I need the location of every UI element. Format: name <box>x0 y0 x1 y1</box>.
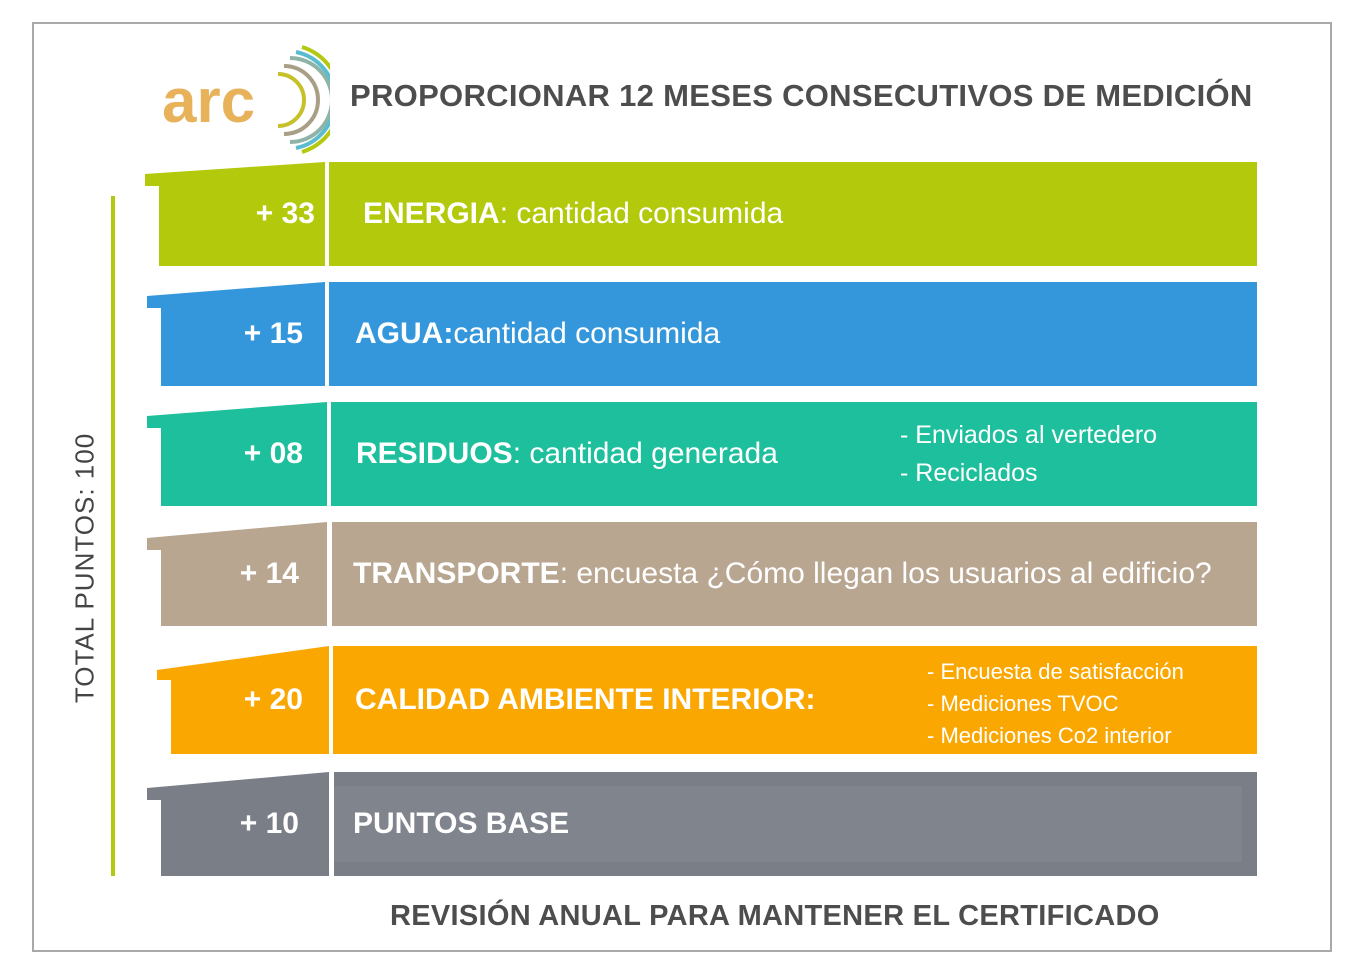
band-transporte <box>145 522 1257 626</box>
band-calidad-label <box>355 646 816 754</box>
band-puntos-base-shape <box>145 772 1257 876</box>
band-puntos-base-label <box>353 772 569 876</box>
band-calidad-note: - Encuesta de satisfacción <box>927 659 1184 684</box>
band-agua-label-bold: AGUA: <box>355 317 454 350</box>
band-calidad-notes <box>927 656 1184 752</box>
band-residuos-note: - Reciclados <box>900 459 1038 487</box>
arc-logo-icon <box>160 44 330 154</box>
band-calidad <box>145 646 1257 754</box>
band-puntos-base-label-bold: PUNTOS BASE <box>353 807 570 840</box>
band-residuos-notes <box>900 416 1157 492</box>
page-title: PROPORCIONAR 12 MESES CONSECUTIVOS DE MEDICIÓN <box>350 78 1253 113</box>
band-residuos-points: + 08 <box>243 437 303 470</box>
band-puntos-base <box>145 772 1257 876</box>
band-agua-label-rest: cantidad consumida <box>453 317 721 350</box>
band-transporte-label-rest: : encuesta ¿Cómo llegan los usuarios al edificio? <box>559 557 1212 590</box>
total-points-line <box>111 196 115 876</box>
band-transporte-points: + 14 <box>239 557 299 590</box>
band-agua <box>145 282 1257 386</box>
footer-note: REVISIÓN ANUAL PARA MANTENER EL CERTIFICADO <box>390 900 1160 932</box>
band-energia-points: + 33 <box>255 197 315 230</box>
band-puntos-base-points: + 10 <box>239 807 299 840</box>
band-residuos-note: - Enviados al vertedero <box>900 421 1158 449</box>
band-energia-label <box>363 162 783 266</box>
band-residuos-label-rest: : cantidad generada <box>512 437 778 470</box>
arc-logo <box>160 44 330 154</box>
band-residuos <box>145 402 1257 506</box>
band-residuos-label <box>356 402 778 506</box>
band-agua-points: + 15 <box>243 317 303 350</box>
total-points-label: TOTAL PUNTOS: 100 <box>69 432 100 704</box>
band-energia-label-rest: : cantidad consumida <box>499 197 784 230</box>
svg-text:arc: arc <box>162 67 256 136</box>
band-calidad-label-bold: CALIDAD AMBIENTE INTERIOR: <box>355 683 816 716</box>
band-calidad-points: + 20 <box>243 683 303 716</box>
band-residuos-label-bold: RESIDUOS <box>356 437 513 470</box>
band-energia-label-bold: ENERGIA <box>363 197 500 230</box>
band-energia <box>145 162 1257 266</box>
band-agua-label <box>355 282 720 386</box>
band-transporte-label <box>353 522 1212 626</box>
band-calidad-note: - Mediciones Co2 interior <box>927 723 1172 748</box>
band-transporte-label-bold: TRANSPORTE <box>353 557 560 590</box>
band-calidad-note: - Mediciones TVOC <box>927 691 1119 716</box>
